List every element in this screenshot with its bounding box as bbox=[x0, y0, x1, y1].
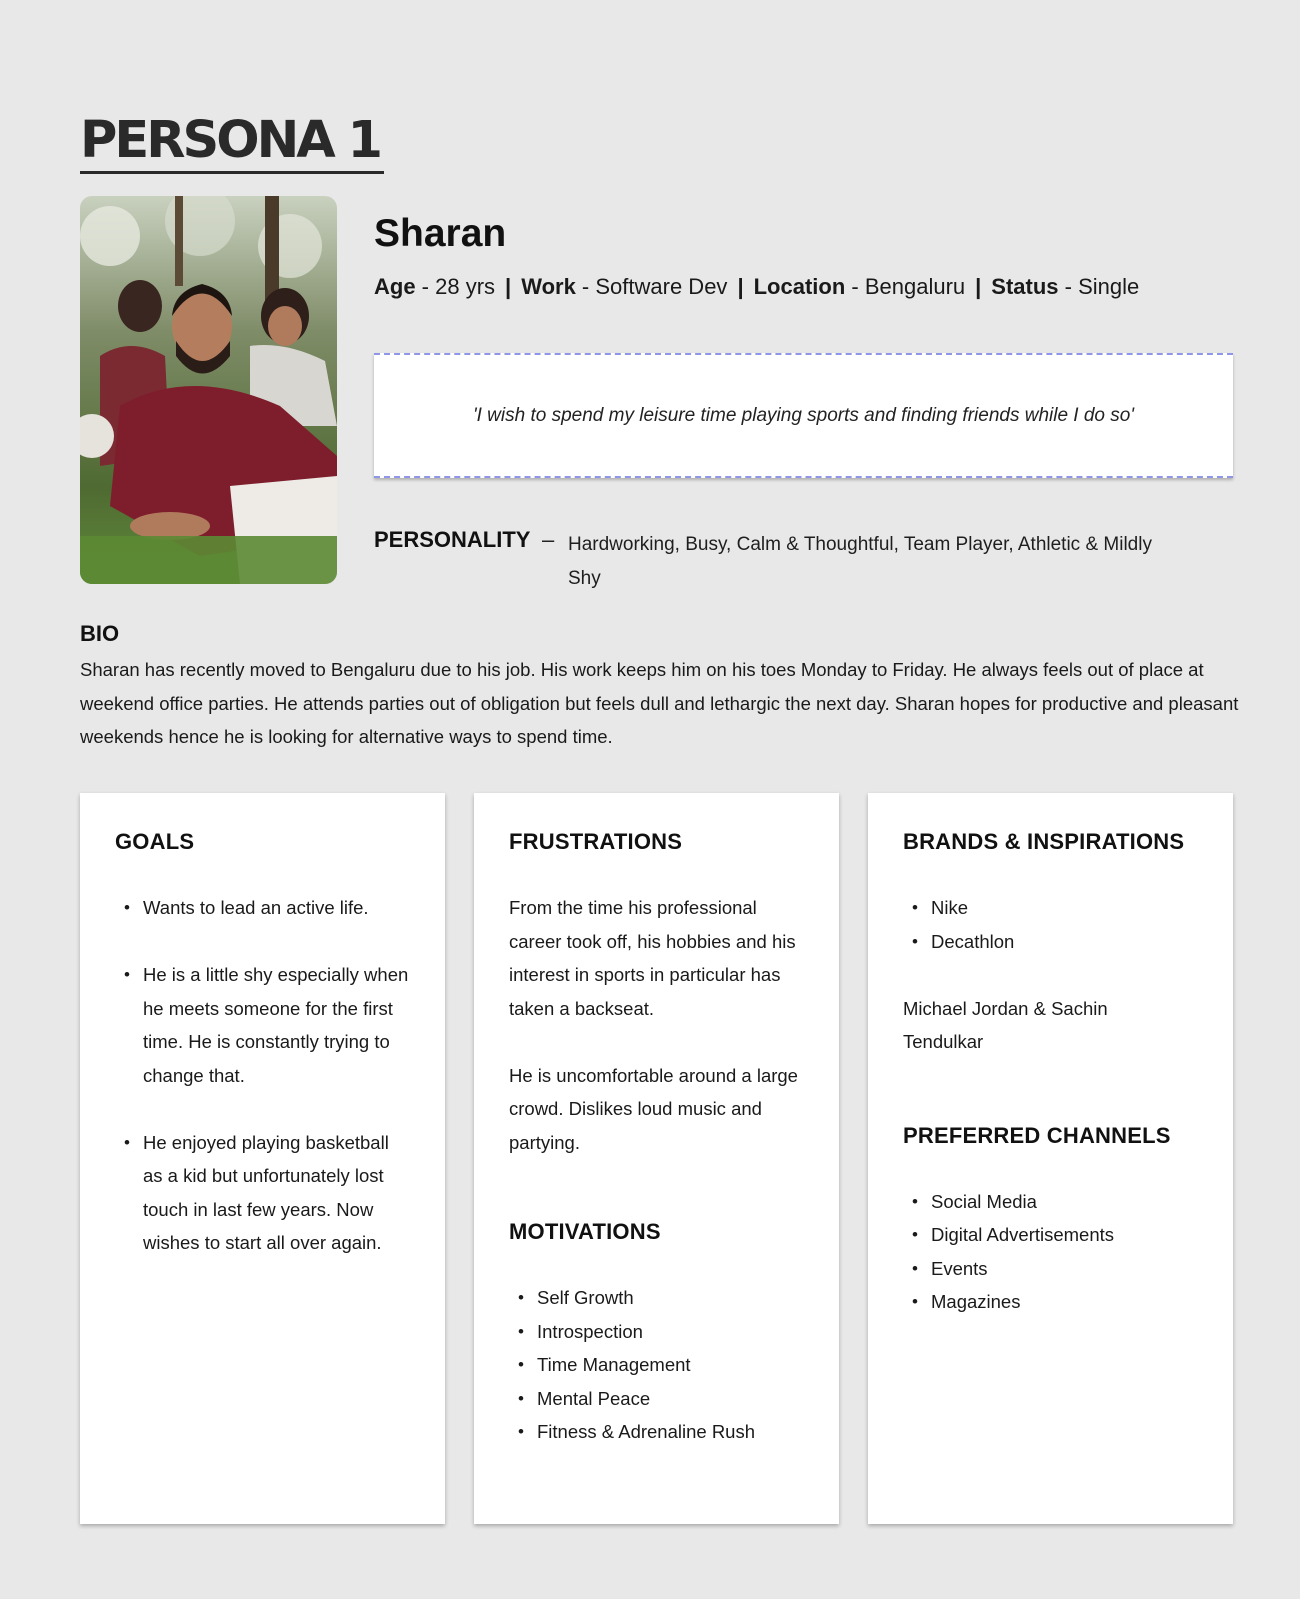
list-item: • He enjoyed playing basketball as a kid but unfortunately lost touch in last few years. Now wishes to start all over again. bbox=[115, 1126, 413, 1260]
list-item: • Self Growth bbox=[509, 1281, 839, 1315]
inspirations-text: Michael Jordan & Sachin Tendulkar bbox=[903, 997, 1108, 1052]
brands-list bbox=[903, 891, 1233, 958]
quote-text: 'I wish to spend my leisure time playing sports and finding friends while I do so' bbox=[473, 404, 1134, 426]
status-value: Single bbox=[1078, 274, 1140, 299]
motivations-title: MOTIVATIONS bbox=[509, 1219, 661, 1244]
list-item: • Social Media bbox=[903, 1185, 1233, 1219]
list-item: • Wants to lead an active life. bbox=[115, 891, 413, 925]
list-item: • Events bbox=[903, 1252, 1233, 1286]
personality-label: PERSONALITY bbox=[374, 527, 531, 552]
status-separator: - bbox=[1058, 274, 1079, 299]
personality-text: Hardworking, Busy, Calm & Thoughtful, Team Player, Athletic & Mildly Shy bbox=[568, 534, 1152, 589]
goals-list bbox=[115, 891, 445, 1260]
meta-divider: | bbox=[505, 274, 512, 299]
location-label: Location bbox=[753, 274, 846, 299]
persona-photo bbox=[80, 196, 337, 584]
list-item: • Introspection bbox=[509, 1315, 839, 1349]
frustration-paragraph: From the time his professional career took off, his hobbies and his interest in sports in particular has taken a backseat. bbox=[509, 897, 796, 1019]
work-label: Work bbox=[521, 274, 576, 299]
goals-card bbox=[80, 793, 445, 1524]
age-value: 28 yrs bbox=[435, 274, 496, 299]
list-item: • Time Management bbox=[509, 1348, 839, 1382]
list-item: • Decathlon bbox=[903, 925, 1233, 959]
persona-meta bbox=[374, 274, 1139, 300]
bio-text: Sharan has recently moved to Bengaluru due to his job. His work keeps him on his toes Monday to Friday. He always feels out of place at weekend office parties. He attends parties out of obligation but feels dull and lethargic the next day. Sharan hopes for productive and pleasant weekends hence he is looking for alternative ways to spend time. bbox=[80, 659, 1239, 747]
list-item: • Mental Peace bbox=[509, 1382, 839, 1416]
channels-list bbox=[903, 1185, 1233, 1319]
bio-label: BIO bbox=[80, 621, 120, 646]
page-title: PERSONA 1 bbox=[80, 112, 384, 174]
location-separator: - bbox=[845, 274, 865, 299]
persona-photo-icon bbox=[80, 196, 337, 584]
meta-divider: | bbox=[975, 274, 982, 299]
goals-title: GOALS bbox=[115, 829, 195, 854]
motivations-list bbox=[509, 1281, 839, 1449]
brands-title: BRANDS & INSPIRATIONS bbox=[903, 829, 1185, 854]
work-separator: - bbox=[575, 274, 596, 299]
persona-name: Sharan bbox=[374, 212, 507, 255]
meta-divider: | bbox=[737, 274, 744, 299]
frustrations-title: FRUSTRATIONS bbox=[509, 829, 683, 854]
quote-box bbox=[374, 353, 1233, 478]
list-item: • Magazines bbox=[903, 1285, 1233, 1319]
frustrations-card bbox=[474, 793, 839, 1524]
list-item: • Digital Advertisements bbox=[903, 1218, 1233, 1252]
list-item: • He is a little shy especially when he meets someone for the first time. He is constantly trying to change that. bbox=[115, 958, 413, 1092]
frustration-paragraph: He is uncomfortable around a large crowd. Dislikes loud music and partying. bbox=[509, 1064, 798, 1153]
list-item: • Nike bbox=[903, 891, 1233, 925]
status-label: Status bbox=[991, 274, 1059, 299]
work-value: Software Dev bbox=[595, 274, 728, 299]
channels-title: PREFERRED CHANNELS bbox=[903, 1122, 1171, 1148]
personality-dash: – bbox=[542, 527, 555, 552]
location-value: Bengaluru bbox=[864, 274, 966, 299]
list-item: • Fitness & Adrenaline Rush bbox=[509, 1415, 839, 1449]
age-separator: - bbox=[415, 274, 436, 299]
brands-card bbox=[868, 793, 1233, 1524]
age-label: Age bbox=[374, 274, 416, 299]
